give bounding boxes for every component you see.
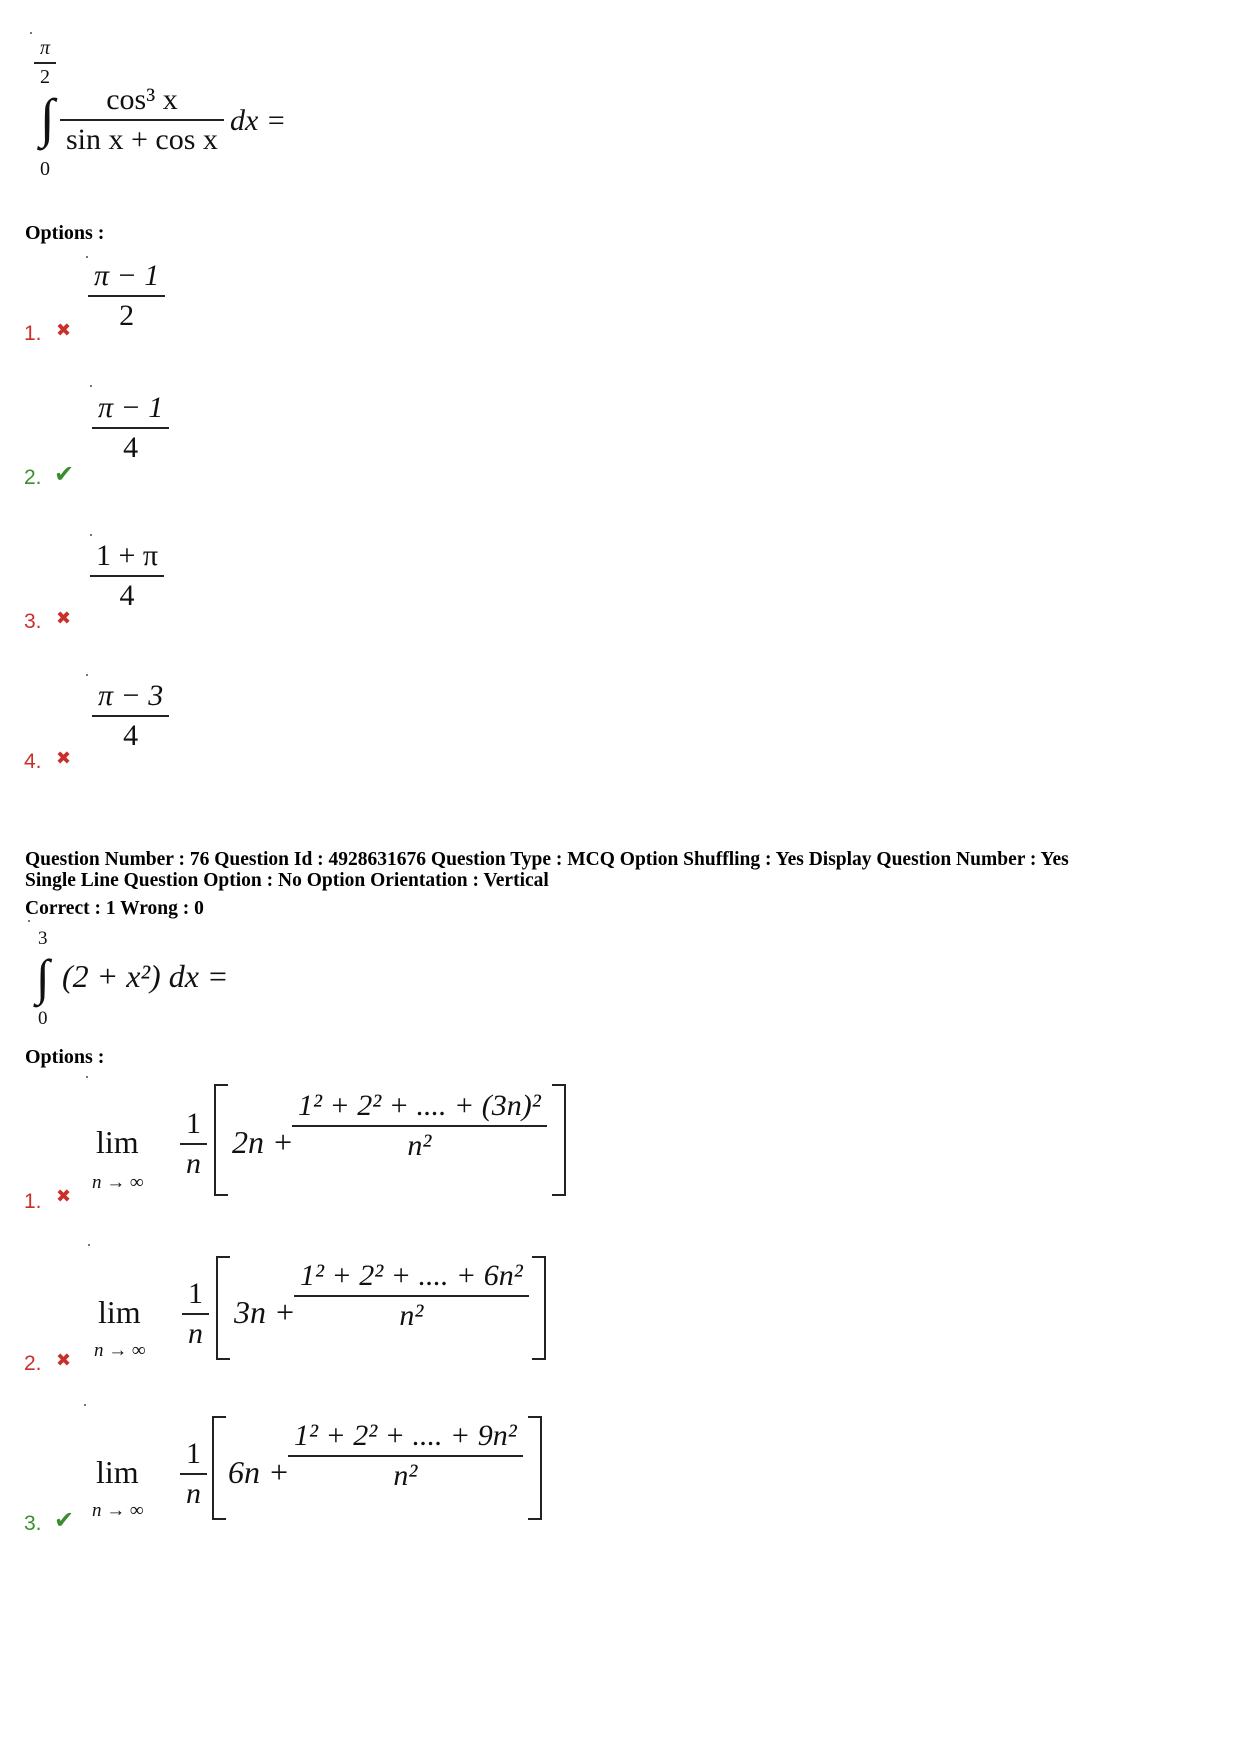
q76-meta-line-3: Correct : 1 Wrong : 0 xyxy=(25,898,204,919)
lim-text: lim xyxy=(98,1294,141,1330)
option-number: 3. xyxy=(24,1512,42,1535)
term: 3n + xyxy=(234,1294,296,1330)
integral-sign: ∫ xyxy=(40,88,55,148)
option-number: 3. xyxy=(24,610,42,633)
q75-tail: dx = xyxy=(230,104,287,137)
one-over-n: 1 n xyxy=(180,1438,207,1509)
q76-meta-line-2: Single Line Question Option : No Option Orientation : Vertical xyxy=(25,870,549,891)
option-number: 4. xyxy=(24,750,42,773)
left-bracket xyxy=(214,1084,228,1196)
option-value: π − 1 4 xyxy=(92,392,169,463)
option-value: π − 3 4 xyxy=(92,680,169,751)
lim-subscript: n → ∞ xyxy=(92,1172,144,1193)
left-bracket xyxy=(212,1416,226,1520)
q75-option-4[interactable] xyxy=(24,668,224,778)
option-value: π − 1 2 xyxy=(88,260,165,331)
q75-options-label: Options : xyxy=(25,222,105,244)
q75-lower-limit: 0 xyxy=(40,158,50,180)
check-icon: ✔ xyxy=(54,460,75,488)
q75-integrand: cos³ x sin x + cos x xyxy=(60,84,224,155)
dot-marker xyxy=(30,32,32,34)
term: 2n + xyxy=(232,1124,294,1160)
wrong-icon: ✖ xyxy=(56,748,72,769)
wrong-icon: ✖ xyxy=(56,608,72,629)
wrong-icon: ✖ xyxy=(56,320,72,341)
q76-integrand: (2 + x²) dx = xyxy=(62,958,229,994)
q75-option-1[interactable] xyxy=(24,250,224,350)
q76-upper-limit: 3 xyxy=(38,928,48,949)
lim-text: lim xyxy=(96,1124,139,1160)
q76-meta-line-1: Question Number : 76 Question Id : 4928631676 Question Type : MCQ Option Shuffling : Yes Display Question Number : Yes xyxy=(25,849,1069,870)
one-over-n: 1 n xyxy=(180,1108,207,1179)
right-bracket xyxy=(532,1256,546,1360)
sum-fraction: 1² + 2² + .... + 6n² n² xyxy=(294,1260,529,1331)
term: 6n + xyxy=(228,1454,290,1490)
option-number: 2. xyxy=(24,466,42,489)
check-icon: ✔ xyxy=(54,1506,75,1534)
wrong-icon: ✖ xyxy=(56,1186,72,1207)
q75-upper-limit: π 2 xyxy=(34,38,56,88)
lim-subscript: n → ∞ xyxy=(94,1340,146,1361)
integral-sign: ∫ xyxy=(36,949,50,1005)
q76-lower-limit: 0 xyxy=(38,1008,48,1029)
right-bracket xyxy=(528,1416,542,1520)
q75-option-3[interactable] xyxy=(24,528,224,638)
lim-subscript: n → ∞ xyxy=(92,1500,144,1521)
right-bracket xyxy=(552,1084,566,1196)
wrong-icon: ✖ xyxy=(56,1350,72,1371)
option-number: 2. xyxy=(24,1352,42,1375)
q76-option-3[interactable] xyxy=(24,1400,584,1540)
q76-options-label: Options : xyxy=(25,1046,105,1068)
q75-integral xyxy=(34,38,334,178)
q75-option-2[interactable] xyxy=(24,380,224,490)
option-number: 1. xyxy=(24,322,42,345)
q76-option-2[interactable] xyxy=(24,1240,584,1380)
sum-fraction: 1² + 2² + .... + (3n)² n² xyxy=(292,1090,547,1161)
sum-fraction: 1² + 2² + .... + 9n² n² xyxy=(288,1420,523,1491)
option-value: 1 + π 4 xyxy=(90,540,164,611)
lim-text: lim xyxy=(96,1454,139,1490)
q76-integral xyxy=(26,918,326,1038)
option-number: 1. xyxy=(24,1190,42,1213)
q76-option-1[interactable] xyxy=(24,1072,584,1212)
left-bracket xyxy=(216,1256,230,1360)
one-over-n: 1 n xyxy=(182,1278,209,1349)
